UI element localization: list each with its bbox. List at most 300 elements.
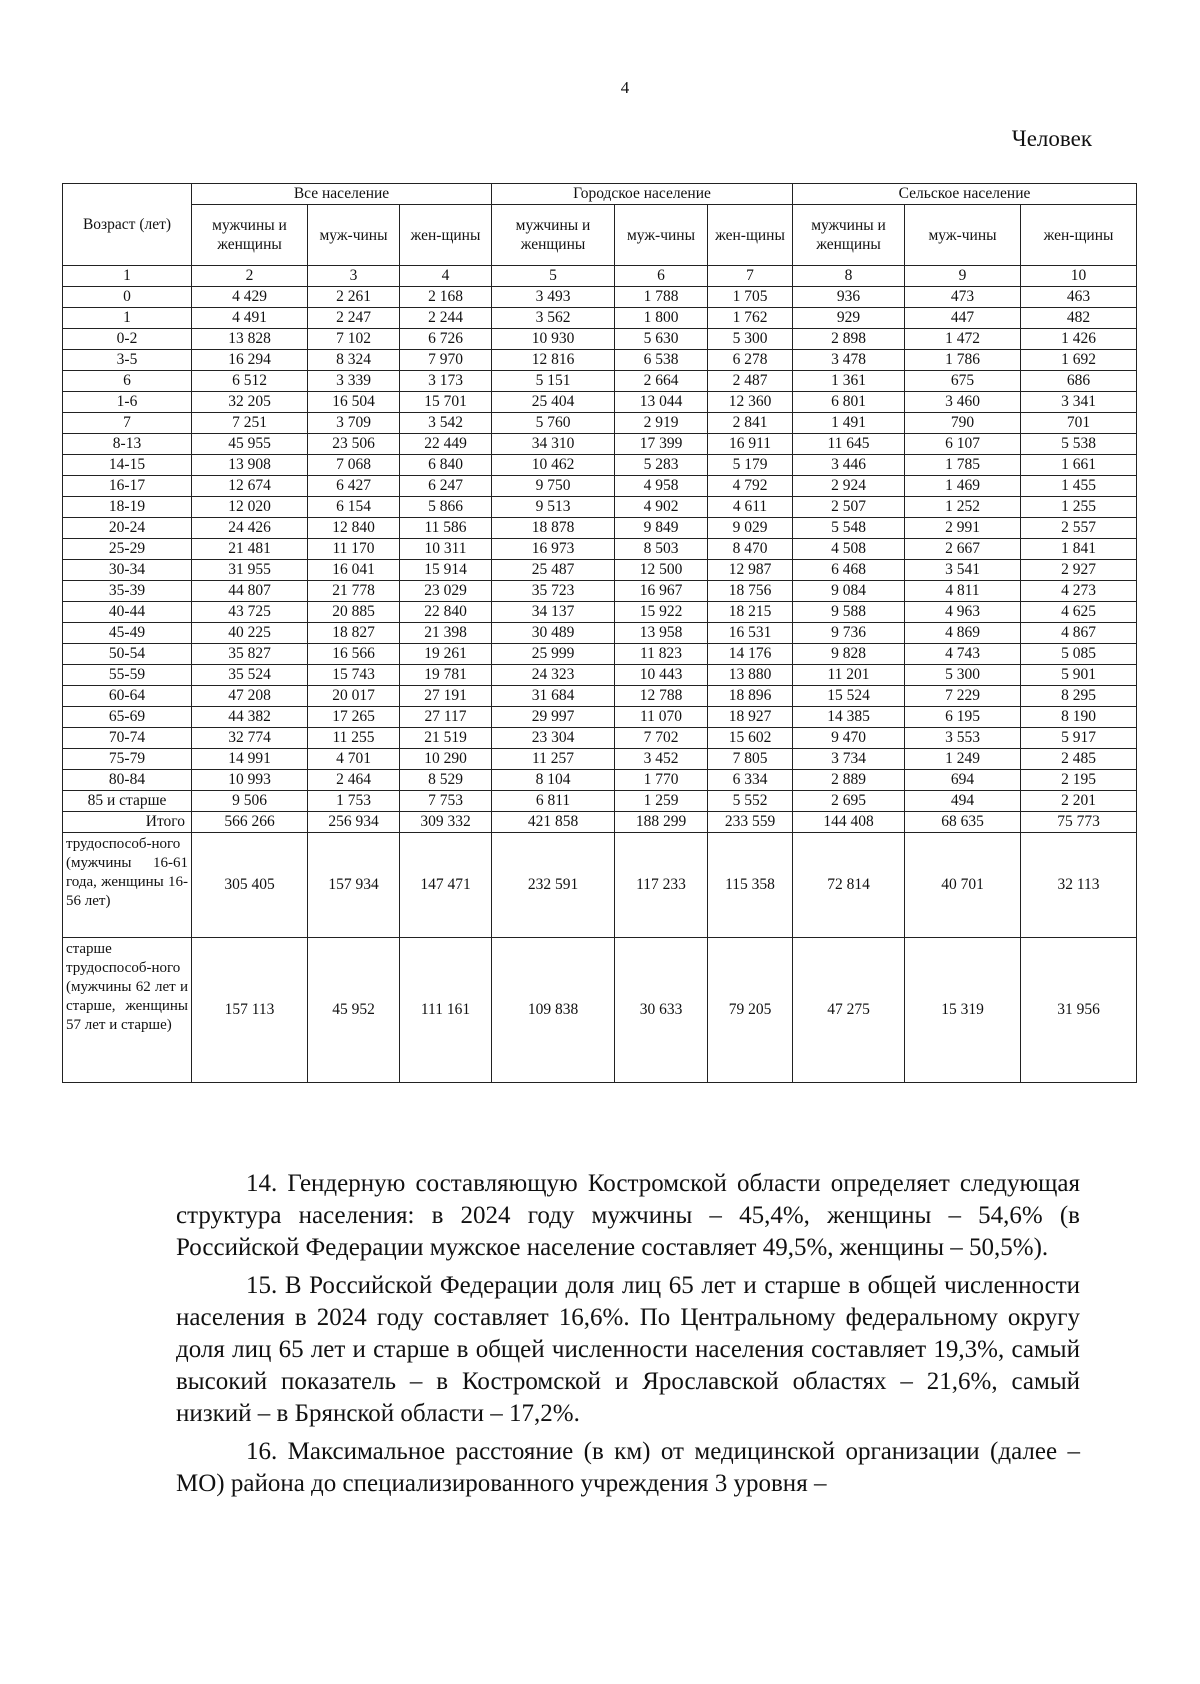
value-cell: 10 930 xyxy=(492,329,615,350)
value-cell: 35 827 xyxy=(192,644,308,665)
table-row xyxy=(63,497,1137,518)
value-cell: 8 470 xyxy=(708,539,793,560)
value-cell: 40 225 xyxy=(192,623,308,644)
value-cell: 9 828 xyxy=(793,644,905,665)
table-row xyxy=(63,728,1137,749)
table-row xyxy=(63,749,1137,770)
value-cell: 45 952 xyxy=(308,938,400,1083)
value-cell: 9 849 xyxy=(615,518,708,539)
value-cell: 3 709 xyxy=(308,413,400,434)
value-cell: 1 491 xyxy=(793,413,905,434)
value-cell: 7 102 xyxy=(308,329,400,350)
table-row xyxy=(63,581,1137,602)
value-cell: 11 586 xyxy=(400,518,492,539)
value-cell: 10 993 xyxy=(192,770,308,791)
value-cell: 157 934 xyxy=(308,833,400,938)
value-cell: 5 917 xyxy=(1021,728,1137,749)
age-cell: 80-84 xyxy=(63,770,192,791)
age-column-header: Возраст (лет) xyxy=(63,184,192,266)
value-cell: 3 478 xyxy=(793,350,905,371)
value-cell: 6 154 xyxy=(308,497,400,518)
value-cell: 10 290 xyxy=(400,749,492,770)
value-cell: 12 020 xyxy=(192,497,308,518)
subheader-women: жен-щины xyxy=(1021,205,1137,266)
age-cell: 45-49 xyxy=(63,623,192,644)
value-cell: 25 999 xyxy=(492,644,615,665)
value-cell: 1 472 xyxy=(905,329,1021,350)
value-cell: 2 924 xyxy=(793,476,905,497)
value-cell: 44 807 xyxy=(192,581,308,602)
value-cell: 6 468 xyxy=(793,560,905,581)
table-row xyxy=(63,518,1137,539)
value-cell: 2 485 xyxy=(1021,749,1137,770)
value-cell: 5 300 xyxy=(905,665,1021,686)
age-cell: 3-5 xyxy=(63,350,192,371)
value-cell: 23 304 xyxy=(492,728,615,749)
value-cell: 3 446 xyxy=(793,455,905,476)
value-cell: 20 885 xyxy=(308,602,400,623)
value-cell: 14 385 xyxy=(793,707,905,728)
value-cell: 25 487 xyxy=(492,560,615,581)
age-cell: 0-2 xyxy=(63,329,192,350)
value-cell: 45 955 xyxy=(192,434,308,455)
population-table xyxy=(62,183,1137,1083)
table-row xyxy=(63,350,1137,371)
unit-label: Человек xyxy=(1011,126,1092,151)
age-cell: 35-39 xyxy=(63,581,192,602)
value-cell: 109 838 xyxy=(492,938,615,1083)
value-cell: 2 695 xyxy=(793,791,905,812)
value-cell: 2 557 xyxy=(1021,518,1137,539)
value-cell: 1 800 xyxy=(615,308,708,329)
value-cell: 21 398 xyxy=(400,623,492,644)
value-cell: 9 084 xyxy=(793,581,905,602)
value-cell: 157 113 xyxy=(192,938,308,1083)
value-cell: 5 866 xyxy=(400,497,492,518)
value-cell: 2 667 xyxy=(905,539,1021,560)
value-cell: 9 029 xyxy=(708,518,793,539)
value-cell: 24 323 xyxy=(492,665,615,686)
value-cell: 3 339 xyxy=(308,371,400,392)
value-cell: 9 470 xyxy=(793,728,905,749)
age-cell: 14-15 xyxy=(63,455,192,476)
value-cell: 13 908 xyxy=(192,455,308,476)
value-cell: 3 460 xyxy=(905,392,1021,413)
age-cell: 20-24 xyxy=(63,518,192,539)
page-number: 4 xyxy=(620,78,630,97)
value-cell: 232 591 xyxy=(492,833,615,938)
value-cell: 7 229 xyxy=(905,686,1021,707)
value-cell: 12 840 xyxy=(308,518,400,539)
value-cell: 13 958 xyxy=(615,623,708,644)
value-cell: 2 664 xyxy=(615,371,708,392)
value-cell: 8 190 xyxy=(1021,707,1137,728)
value-cell: 2 261 xyxy=(308,287,400,308)
value-cell: 3 341 xyxy=(1021,392,1137,413)
value-cell: 111 161 xyxy=(400,938,492,1083)
subheader-total: мужчины и женщины xyxy=(192,205,308,266)
table-row xyxy=(63,476,1137,497)
value-cell: 1 841 xyxy=(1021,539,1137,560)
value-cell: 7 702 xyxy=(615,728,708,749)
value-cell: 18 827 xyxy=(308,623,400,644)
value-cell: 1 770 xyxy=(615,770,708,791)
value-cell: 2 898 xyxy=(793,329,905,350)
age-cell: 75-79 xyxy=(63,749,192,770)
value-cell: 421 858 xyxy=(492,812,615,833)
value-cell: 1 455 xyxy=(1021,476,1137,497)
value-cell: 11 645 xyxy=(793,434,905,455)
subheader-women: жен-щины xyxy=(400,205,492,266)
age-cell: 50-54 xyxy=(63,644,192,665)
value-cell: 9 513 xyxy=(492,497,615,518)
value-cell: 1 753 xyxy=(308,791,400,812)
value-cell: 79 205 xyxy=(708,938,793,1083)
age-cell: 16-17 xyxy=(63,476,192,497)
value-cell: 13 880 xyxy=(708,665,793,686)
total-row xyxy=(63,812,1137,833)
value-cell: 16 973 xyxy=(492,539,615,560)
value-cell: 1 692 xyxy=(1021,350,1137,371)
value-cell: 5 283 xyxy=(615,455,708,476)
value-cell: 23 506 xyxy=(308,434,400,455)
value-cell: 5 760 xyxy=(492,413,615,434)
value-cell: 2 195 xyxy=(1021,770,1137,791)
above-working-age-row xyxy=(63,938,1137,1083)
value-cell: 11 823 xyxy=(615,644,708,665)
value-cell: 117 233 xyxy=(615,833,708,938)
value-cell: 1 705 xyxy=(708,287,793,308)
value-cell: 4 958 xyxy=(615,476,708,497)
value-cell: 6 427 xyxy=(308,476,400,497)
value-cell: 2 919 xyxy=(615,413,708,434)
value-cell: 494 xyxy=(905,791,1021,812)
table-row xyxy=(63,455,1137,476)
value-cell: 3 734 xyxy=(793,749,905,770)
value-cell: 4 701 xyxy=(308,749,400,770)
value-cell: 115 358 xyxy=(708,833,793,938)
value-cell: 18 896 xyxy=(708,686,793,707)
value-cell: 1 259 xyxy=(615,791,708,812)
value-cell: 1 249 xyxy=(905,749,1021,770)
age-cell: 25-29 xyxy=(63,539,192,560)
value-cell: 12 816 xyxy=(492,350,615,371)
value-cell: 15 524 xyxy=(793,686,905,707)
value-cell: 31 955 xyxy=(192,560,308,581)
value-cell: 27 191 xyxy=(400,686,492,707)
value-cell: 16 504 xyxy=(308,392,400,413)
value-cell: 15 743 xyxy=(308,665,400,686)
value-cell: 43 725 xyxy=(192,602,308,623)
value-cell: 8 104 xyxy=(492,770,615,791)
value-cell: 14 176 xyxy=(708,644,793,665)
value-cell: 1 426 xyxy=(1021,329,1137,350)
value-cell: 482 xyxy=(1021,308,1137,329)
value-cell: 29 997 xyxy=(492,707,615,728)
column-number-row xyxy=(63,266,1137,287)
value-cell: 35 524 xyxy=(192,665,308,686)
table-row xyxy=(63,413,1137,434)
above-working-age-row-label: старше трудоспособ-ного (мужчины 62 лет и старше, женщины 57 лет и старше) xyxy=(63,938,192,1083)
table-row xyxy=(63,287,1137,308)
value-cell: 2 889 xyxy=(793,770,905,791)
value-cell: 7 068 xyxy=(308,455,400,476)
value-cell: 3 562 xyxy=(492,308,615,329)
value-cell: 7 805 xyxy=(708,749,793,770)
value-cell: 5 085 xyxy=(1021,644,1137,665)
column-number: 6 xyxy=(615,266,708,287)
age-cell: 65-69 xyxy=(63,707,192,728)
value-cell: 40 701 xyxy=(905,833,1021,938)
value-cell: 17 265 xyxy=(308,707,400,728)
value-cell: 9 506 xyxy=(192,791,308,812)
value-cell: 17 399 xyxy=(615,434,708,455)
table-row xyxy=(63,308,1137,329)
subheader-men: муж-чины xyxy=(615,205,708,266)
table-row xyxy=(63,602,1137,623)
value-cell: 147 471 xyxy=(400,833,492,938)
value-cell: 3 452 xyxy=(615,749,708,770)
value-cell: 19 261 xyxy=(400,644,492,665)
age-cell: 70-74 xyxy=(63,728,192,749)
value-cell: 5 538 xyxy=(1021,434,1137,455)
paragraph-16: 16. Максимальное расстояние (в км) от медицинской организации (далее – МО) района до специализированного учреждения 3 уровня – xyxy=(176,1438,1080,1497)
value-cell: 6 726 xyxy=(400,329,492,350)
value-cell: 16 041 xyxy=(308,560,400,581)
value-cell: 566 266 xyxy=(192,812,308,833)
value-cell: 15 701 xyxy=(400,392,492,413)
value-cell: 463 xyxy=(1021,287,1137,308)
value-cell: 3 553 xyxy=(905,728,1021,749)
value-cell: 4 611 xyxy=(708,497,793,518)
age-cell: 18-19 xyxy=(63,497,192,518)
value-cell: 8 324 xyxy=(308,350,400,371)
value-cell: 31 684 xyxy=(492,686,615,707)
value-cell: 5 630 xyxy=(615,329,708,350)
value-cell: 15 319 xyxy=(905,938,1021,1083)
table-row xyxy=(63,665,1137,686)
value-cell: 34 137 xyxy=(492,602,615,623)
value-cell: 6 278 xyxy=(708,350,793,371)
paragraph-15: 15. В Российской Федерации доля лиц 65 лет и старше в общей численности населения в 2024 году составляет 16,6%. По Центральному федеральному округу доля лиц 65 лет и старше в общей численности населения составляет 19,3%, самый высокий показатель – в Костромской и Ярославской областях – 21,6%, самый низкий – в Брянской области – 17,2%. xyxy=(176,1272,1080,1427)
value-cell: 3 173 xyxy=(400,371,492,392)
value-cell: 6 538 xyxy=(615,350,708,371)
table-row xyxy=(63,539,1137,560)
value-cell: 1 788 xyxy=(615,287,708,308)
age-cell: 8-13 xyxy=(63,434,192,455)
value-cell: 8 295 xyxy=(1021,686,1137,707)
value-cell: 13 044 xyxy=(615,392,708,413)
table-row xyxy=(63,644,1137,665)
subheader-women: жен-щины xyxy=(708,205,793,266)
group-header-urban: Городское население xyxy=(492,184,793,205)
value-cell: 2 487 xyxy=(708,371,793,392)
value-cell: 929 xyxy=(793,308,905,329)
value-cell: 2 168 xyxy=(400,287,492,308)
value-cell: 13 828 xyxy=(192,329,308,350)
value-cell: 2 507 xyxy=(793,497,905,518)
column-number: 8 xyxy=(793,266,905,287)
value-cell: 447 xyxy=(905,308,1021,329)
value-cell: 8 529 xyxy=(400,770,492,791)
table-row xyxy=(63,623,1137,644)
value-cell: 144 408 xyxy=(793,812,905,833)
value-cell: 6 247 xyxy=(400,476,492,497)
column-number: 3 xyxy=(308,266,400,287)
value-cell: 72 814 xyxy=(793,833,905,938)
table-body xyxy=(63,266,1137,1083)
value-cell: 6 811 xyxy=(492,791,615,812)
column-number: 4 xyxy=(400,266,492,287)
value-cell: 12 360 xyxy=(708,392,793,413)
value-cell: 19 781 xyxy=(400,665,492,686)
value-cell: 305 405 xyxy=(192,833,308,938)
value-cell: 18 878 xyxy=(492,518,615,539)
column-number: 1 xyxy=(63,266,192,287)
table-row xyxy=(63,560,1137,581)
table-row xyxy=(63,434,1137,455)
value-cell: 686 xyxy=(1021,371,1137,392)
value-cell: 6 334 xyxy=(708,770,793,791)
value-cell: 790 xyxy=(905,413,1021,434)
value-cell: 1 469 xyxy=(905,476,1021,497)
table-row xyxy=(63,707,1137,728)
age-cell: 40-44 xyxy=(63,602,192,623)
value-cell: 8 503 xyxy=(615,539,708,560)
value-cell: 23 029 xyxy=(400,581,492,602)
value-cell: 30 633 xyxy=(615,938,708,1083)
table-row xyxy=(63,686,1137,707)
table-row xyxy=(63,770,1137,791)
value-cell: 16 911 xyxy=(708,434,793,455)
value-cell: 10 311 xyxy=(400,539,492,560)
value-cell: 701 xyxy=(1021,413,1137,434)
value-cell: 4 429 xyxy=(192,287,308,308)
value-cell: 188 299 xyxy=(615,812,708,833)
value-cell: 11 255 xyxy=(308,728,400,749)
value-cell: 2 244 xyxy=(400,308,492,329)
value-cell: 3 493 xyxy=(492,287,615,308)
value-cell: 2 201 xyxy=(1021,791,1137,812)
working-age-row xyxy=(63,833,1137,938)
value-cell: 309 332 xyxy=(400,812,492,833)
value-cell: 4 508 xyxy=(793,539,905,560)
value-cell: 694 xyxy=(905,770,1021,791)
table-row xyxy=(63,329,1137,350)
value-cell: 1 361 xyxy=(793,371,905,392)
subheader-total: мужчины и женщины xyxy=(793,205,905,266)
value-cell: 22 840 xyxy=(400,602,492,623)
value-cell: 6 801 xyxy=(793,392,905,413)
value-cell: 4 811 xyxy=(905,581,1021,602)
value-cell: 32 113 xyxy=(1021,833,1137,938)
paragraph-14: 14. Гендерную составляющую Костромской области определяет следующая структура населения: в 2024 году мужчины – 45,4%, женщины – 54,6% (в Российской Федерации мужское население составляет 49,5%, женщины – 50,5%). xyxy=(176,1170,1080,1261)
value-cell: 12 987 xyxy=(708,560,793,581)
column-number: 2 xyxy=(192,266,308,287)
value-cell: 32 774 xyxy=(192,728,308,749)
value-cell: 2 841 xyxy=(708,413,793,434)
value-cell: 47 275 xyxy=(793,938,905,1083)
value-cell: 15 914 xyxy=(400,560,492,581)
value-cell: 30 489 xyxy=(492,623,615,644)
age-cell: 7 xyxy=(63,413,192,434)
value-cell: 5 901 xyxy=(1021,665,1137,686)
value-cell: 3 541 xyxy=(905,560,1021,581)
value-cell: 233 559 xyxy=(708,812,793,833)
value-cell: 24 426 xyxy=(192,518,308,539)
value-cell: 9 588 xyxy=(793,602,905,623)
value-cell: 12 500 xyxy=(615,560,708,581)
value-cell: 68 635 xyxy=(905,812,1021,833)
value-cell: 5 548 xyxy=(793,518,905,539)
value-cell: 10 443 xyxy=(615,665,708,686)
value-cell: 14 991 xyxy=(192,749,308,770)
value-cell: 4 743 xyxy=(905,644,1021,665)
value-cell: 2 464 xyxy=(308,770,400,791)
value-cell: 4 963 xyxy=(905,602,1021,623)
value-cell: 1 785 xyxy=(905,455,1021,476)
value-cell: 11 070 xyxy=(615,707,708,728)
value-cell: 1 762 xyxy=(708,308,793,329)
subheader-men: муж-чины xyxy=(905,205,1021,266)
value-cell: 35 723 xyxy=(492,581,615,602)
value-cell: 34 310 xyxy=(492,434,615,455)
value-cell: 15 922 xyxy=(615,602,708,623)
value-cell: 75 773 xyxy=(1021,812,1137,833)
value-cell: 12 788 xyxy=(615,686,708,707)
value-cell: 47 208 xyxy=(192,686,308,707)
value-cell: 2 927 xyxy=(1021,560,1137,581)
age-cell: 55-59 xyxy=(63,665,192,686)
table-row xyxy=(63,392,1137,413)
value-cell: 21 519 xyxy=(400,728,492,749)
value-cell: 3 542 xyxy=(400,413,492,434)
value-cell: 2 991 xyxy=(905,518,1021,539)
value-cell: 22 449 xyxy=(400,434,492,455)
column-number: 5 xyxy=(492,266,615,287)
value-cell: 5 300 xyxy=(708,329,793,350)
group-header-all: Все население xyxy=(192,184,492,205)
subheader-men: муж-чины xyxy=(308,205,400,266)
age-cell: 1 xyxy=(63,308,192,329)
column-number: 10 xyxy=(1021,266,1137,287)
value-cell: 7 970 xyxy=(400,350,492,371)
value-cell: 18 927 xyxy=(708,707,793,728)
value-cell: 16 531 xyxy=(708,623,793,644)
value-cell: 6 107 xyxy=(905,434,1021,455)
value-cell: 16 566 xyxy=(308,644,400,665)
working-age-row-label: трудоспособ-ного (мужчины 16-61 года, женщины 16-56 лет) xyxy=(63,833,192,938)
value-cell: 21 778 xyxy=(308,581,400,602)
value-cell: 12 674 xyxy=(192,476,308,497)
value-cell: 5 179 xyxy=(708,455,793,476)
value-cell: 4 625 xyxy=(1021,602,1137,623)
age-cell: 85 и старше xyxy=(63,791,192,812)
value-cell: 21 481 xyxy=(192,539,308,560)
value-cell: 4 792 xyxy=(708,476,793,497)
value-cell: 27 117 xyxy=(400,707,492,728)
value-cell: 44 382 xyxy=(192,707,308,728)
value-cell: 2 247 xyxy=(308,308,400,329)
value-cell: 5 552 xyxy=(708,791,793,812)
table-row xyxy=(63,791,1137,812)
value-cell: 675 xyxy=(905,371,1021,392)
body-text xyxy=(176,1168,1080,1506)
value-cell: 16 294 xyxy=(192,350,308,371)
age-cell: 6 xyxy=(63,371,192,392)
value-cell: 18 756 xyxy=(708,581,793,602)
value-cell: 18 215 xyxy=(708,602,793,623)
